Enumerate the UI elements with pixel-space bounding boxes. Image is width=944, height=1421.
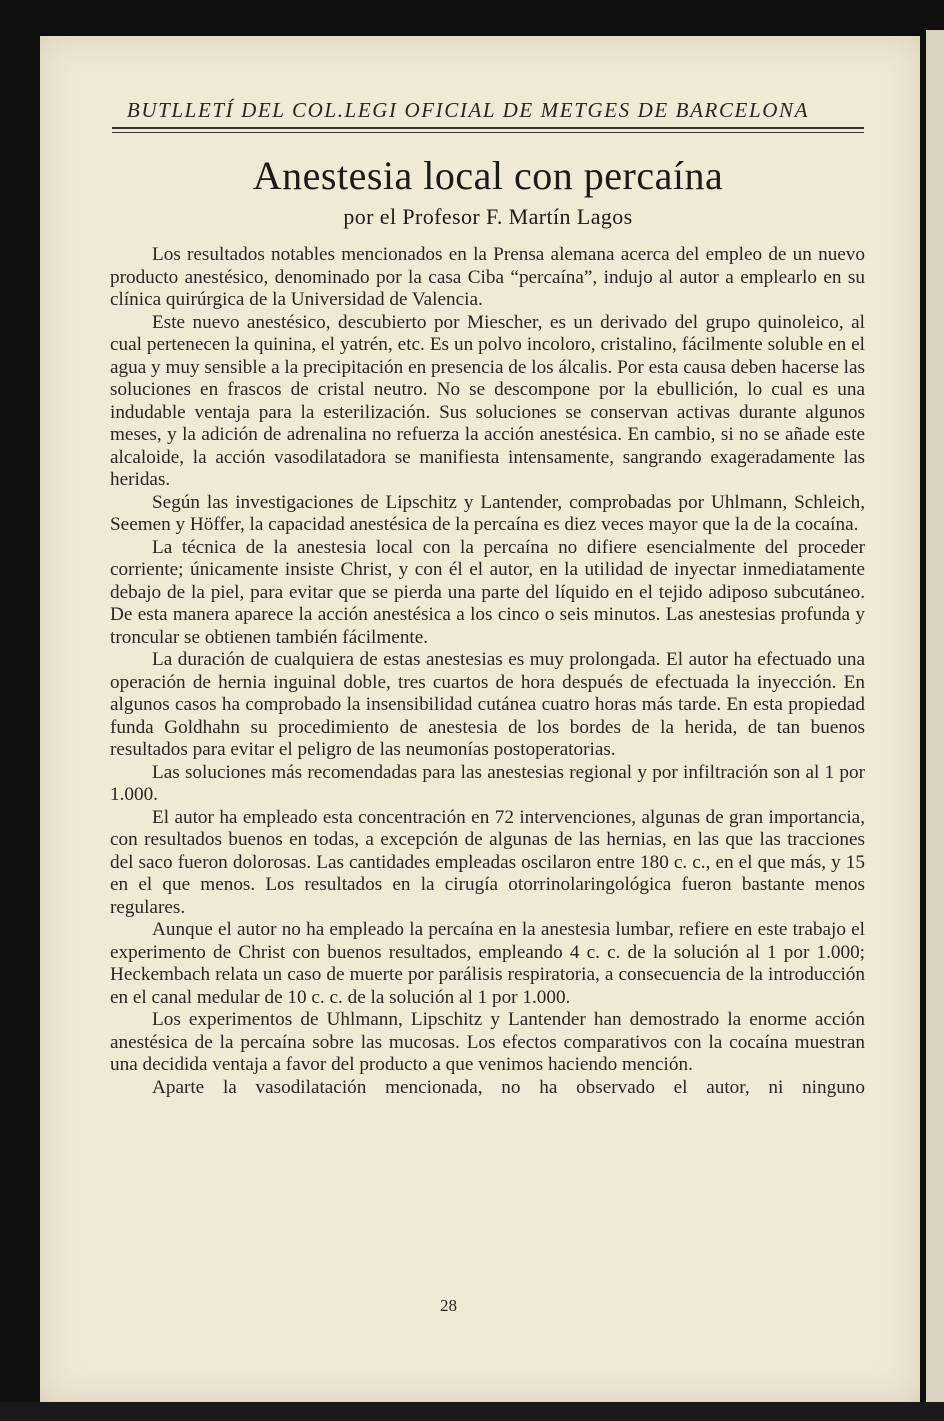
article-body bbox=[110, 244, 865, 1099]
paragraph: La duración de cualquiera de estas anestesias es muy prolongada. El autor ha efectuado una operación de hernia inguinal doble, tres cuartos de hora después de efectuada la inyección. En algunos casos ha comprobado la insensibilidad cutánea cuatro horas más tarde. En esta propiedad funda Goldhahn su procedimiento de anestesia de los bordes de la herida, de tan buenos resultados para evitar el peligro de las neumonías postoperatorias. bbox=[110, 649, 865, 760]
paragraph: Los experimentos de Uhlmann, Lipschitz y Lantender han demostrado la enorme acción anestésica de la percaína sobre las mucosas. Los efectos comparativos con la cocaína muestran una decidida ventaja a favor del producto a que venimos haciendo mención. bbox=[110, 1009, 865, 1075]
paragraph: Aunque el autor no ha empleado la percaína en la anestesia lumbar, refiere en este trabajo el experimento de Christ con buenos resultados, empleando 4 c. c. de la solución al 1 por 1.000; Heckembach relata un caso de muerte por parálisis respiratoria, a consecuencia de la introducción en el canal medular de 10 c. c. de la solución al 1 por 1.000. bbox=[110, 919, 865, 1008]
paragraph: La técnica de la anestesia local con la percaína no difiere esencialmente del proceder corriente; únicamente insiste Christ, y con él el autor, en la utilidad de inyectar inmediatamente debajo de la piel, para evitar que se pierda una parte del líquido en el tejido adiposo subcutáneo. De esta manera aparece la acción anestésica a los cinco o seis minutos. Las anestesias profunda y troncular se obtienen también fácilmente. bbox=[110, 536, 865, 648]
page-number: 28 bbox=[440, 1296, 457, 1315]
paragraph: Según las investigaciones de Lipschitz y Lantender, comprobadas por Uhlmann, Schleich, Seemen y Höffer, la capacidad anestésica de la percaína es diez veces mayor que la de la cocaína. bbox=[110, 491, 865, 535]
scan-border bbox=[0, 1402, 944, 1421]
paragraph: Los resultados notables mencionados en la Prensa alemana acerca del empleo de un nuevo producto anestésico, denominado por la casa Ciba “percaína”, indujo al autor a emplearlo en su clínica quirúrgica de la Universidad de Valencia. bbox=[110, 244, 865, 310]
adjacent-page-edge bbox=[926, 30, 944, 1410]
paragraph: Las soluciones más recomendadas para las anestesias regional y por infiltración son al 1 por 1.000. bbox=[110, 761, 865, 805]
article-byline: por el Profesor F. Martín Lagos bbox=[343, 204, 633, 229]
running-header: BUTLLETÍ DEL COL.LEGI OFICIAL DE METGES DE BARCELONA bbox=[126, 98, 810, 122]
paragraph: Aparte la vasodilatación mencionada, no ha observado el autor, ni ninguno bbox=[152, 1076, 865, 1098]
article-title: Anestesia local con percaína bbox=[252, 153, 724, 198]
paragraph: Este nuevo anestésico, descubierto por Miescher, es un derivado del grupo quinoleico, al cual pertenecen la quinina, el yatrén, etc. Es un polvo incoloro, cristalino, fácilmente soluble en el agua y muy sensible a la precipitación en presencia de los álcalis. Por esta causa deben hacerse las soluciones en frascos de cristal neutro. No se descompone por la ebullición, lo cual es una indudable ventaja para la esterilización. Sus soluciones se conservan activas durante algunos meses, y la adición de adrenalina no refuerza la acción anestésica. En cambio, si no se añade este alcaloide, la acción vasodilatadora se manifiesta intensamente, sangrando exageradamente las heridas. bbox=[110, 311, 865, 490]
header-rule-thick bbox=[112, 127, 864, 129]
paragraph: El autor ha empleado esta concentración en 72 intervenciones, algunas de gran importancia, con resultados buenos en todas, a excepción de algunas de las hernias, en las que las tracciones del saco fueron dolorosas. Las cantidades empleadas oscilaron entre 180 c. c., en el que más, y 15 en el que menos. Los resultados en la cirugía otorrinolaringológica fueron bastante menos regulares. bbox=[110, 806, 865, 918]
header-rule-thin bbox=[112, 132, 864, 133]
